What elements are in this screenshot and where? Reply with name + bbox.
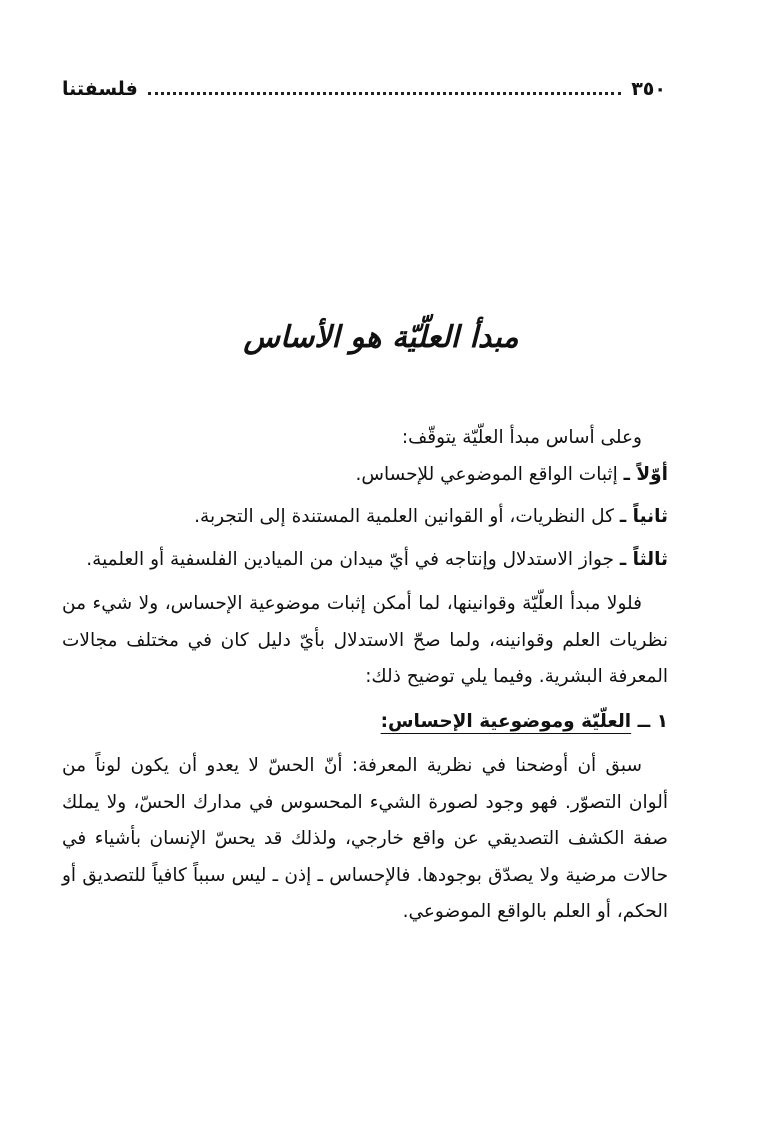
list-text: كل النظريات، أو القوانين العلمية المستندة إلى التجربة. — [194, 506, 614, 527]
paragraph: سبق أن أوضحنا في نظرية المعرفة: أنّ الحسّ لا يعدو أن يكون لوناً من ألوان التصوّر. فهو وجود لصورة الشيء المحسوس في مدارك الحسّ، ولا يملك صفة الكشف التصديقي عن واقع خارجي، ولذلك قد يحسّ الإنسان بأشياء في حالات مرضية ولا يصدّق بوجودها. فالإحساس ـ إذن ـ ليس سبباً كافياً للتصديق أو الحكم، أو العلم بالواقع الموضوعي. — [62, 755, 668, 922]
list-label: أوّلاً ـ — [623, 463, 668, 485]
list-item-3 — [62, 542, 668, 579]
section-title: العلّيّة وموضوعية الإحساس: — [380, 710, 632, 732]
list-item-2 — [62, 499, 668, 536]
running-header — [62, 74, 666, 104]
list-label: ثالثاً ـ — [619, 548, 668, 570]
section-number: ١ ــ — [637, 710, 668, 732]
list-item-1 — [62, 457, 668, 494]
section-heading — [62, 704, 668, 741]
list-label: ثانياً ـ — [619, 506, 668, 527]
leader-dots — [148, 92, 621, 95]
list-text: جواز الاستدلال وإنتاجه في أيّ ميدان من الميادين الفلسفية أو العلمية. — [86, 548, 614, 570]
body-text — [62, 420, 668, 931]
page-number: ٣٥٠ — [631, 78, 666, 100]
book-title: فلسفتنا — [62, 78, 138, 100]
intro-line: وعلى أساس مبدأ العلّيّة يتوقّف: — [401, 427, 642, 448]
list-text: إثبات الواقع الموضوعي للإحساس. — [355, 463, 618, 485]
paragraph: فلولا مبدأ العلّيّة وقوانينها، لما أمكن إثبات موضوعية الإحساس، ولا شيء من نظريات العلم وقوانينه، ولما صحّ الاستدلال بأيّ دليل كان في مختلف مجالات المعرفة البشرية. وفيما يلي توضيح ذلك: — [62, 593, 668, 687]
chapter-title: مبدأ العلّيّة هو الأساس — [243, 320, 519, 355]
